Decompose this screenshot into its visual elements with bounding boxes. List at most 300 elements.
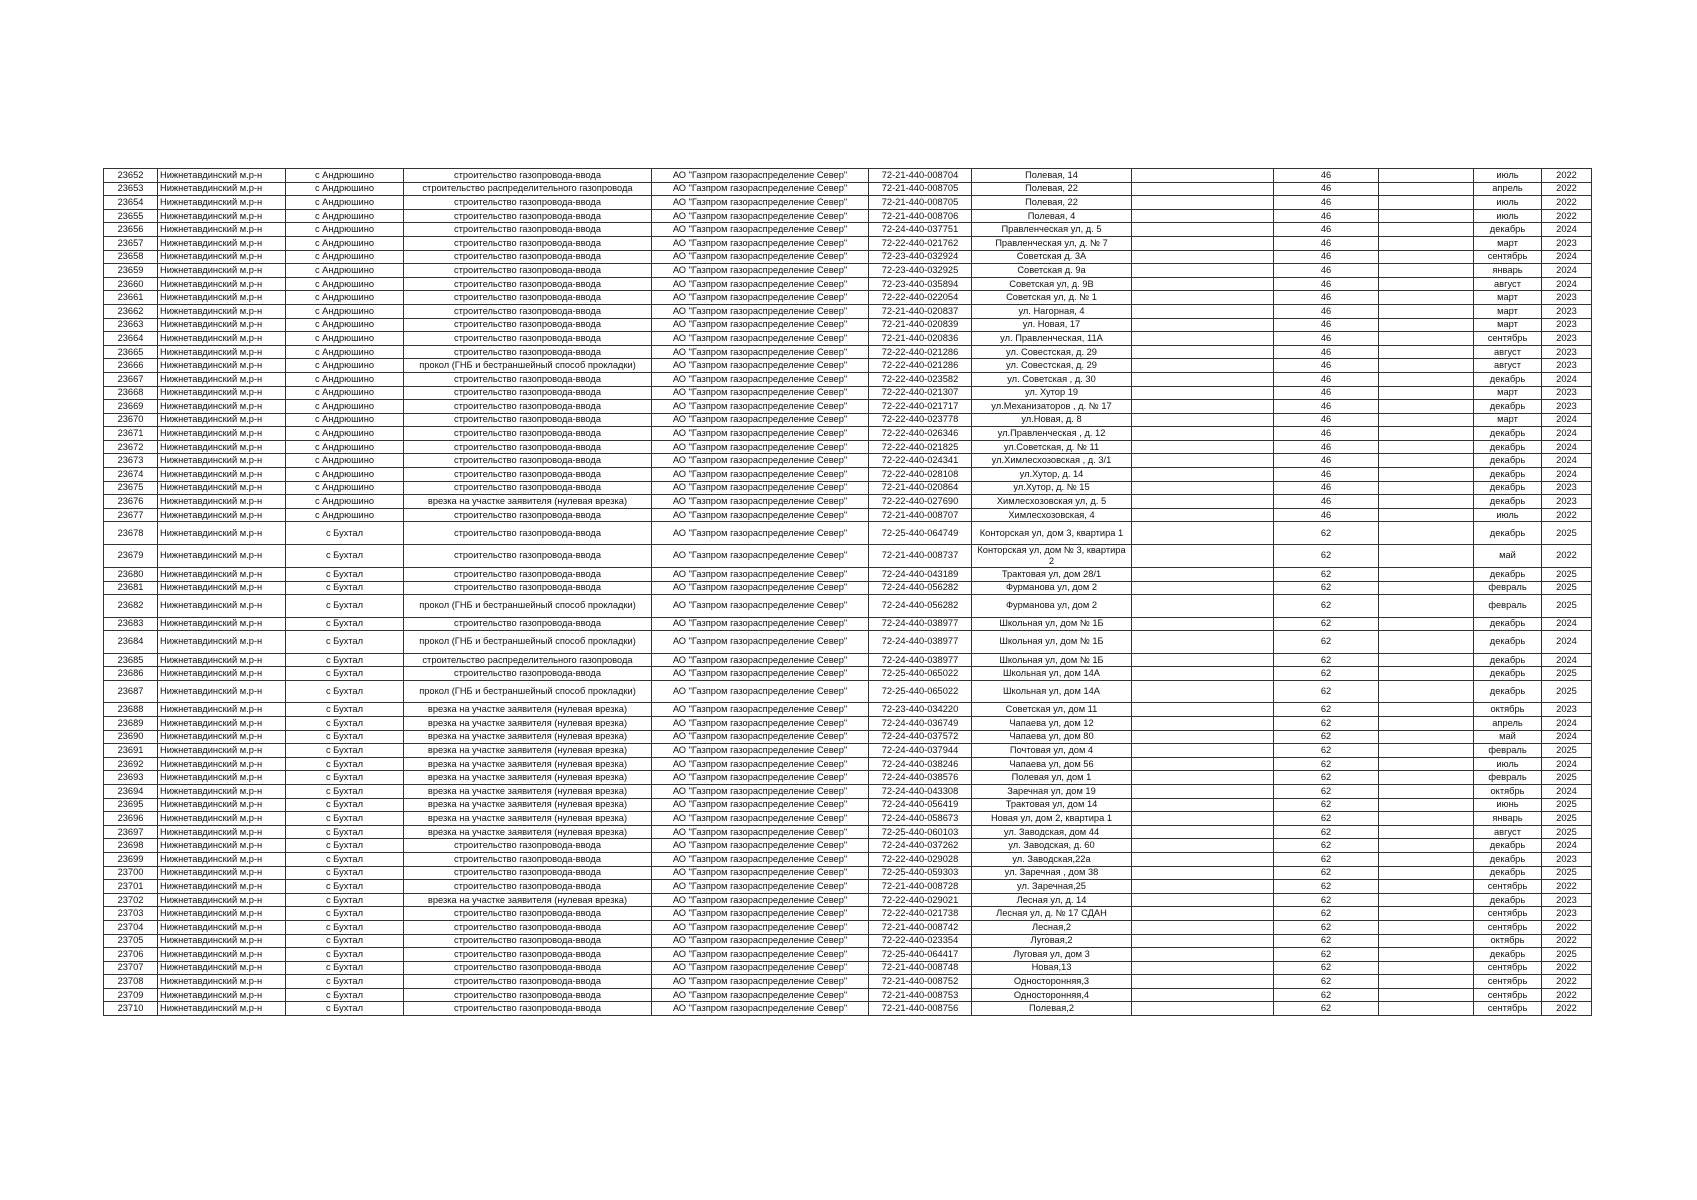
table-row: [104, 934, 1592, 948]
empty-column-cell: [1132, 277, 1274, 291]
empty-column-2-cell: [1379, 988, 1474, 1002]
settlement-cell: с Андрюшино: [286, 359, 404, 373]
table-row: [104, 866, 1592, 880]
settlement-cell: с Андрюшино: [286, 169, 404, 183]
empty-column-cell: [1132, 522, 1274, 545]
work-type-cell: прокол (ГНБ и бестраншейный способ прокладки): [404, 631, 652, 654]
organization-cell: АО "Газпром газораспределение Север": [652, 236, 869, 250]
value-cell: 62: [1274, 975, 1379, 989]
organization-cell: АО "Газпром газораспределение Север": [652, 880, 869, 894]
year-cell: 2022: [1542, 920, 1592, 934]
work-type-cell: строительство газопровода-ввода: [404, 454, 652, 468]
empty-column-2-cell: [1379, 730, 1474, 744]
empty-column-cell: [1132, 209, 1274, 223]
address-cell: ул. Заречная , дом 38: [972, 866, 1132, 880]
row-number-cell: 23706: [104, 948, 158, 962]
address-cell: Школьная ул, дом 14А: [972, 680, 1132, 703]
address-cell: Лесная ул, д. № 17 СДАН: [972, 907, 1132, 921]
table-row: [104, 975, 1592, 989]
value-cell: 46: [1274, 345, 1379, 359]
value-cell: 46: [1274, 209, 1379, 223]
empty-column-2-cell: [1379, 318, 1474, 332]
district-cell: Нижнетавдинский м.р-н: [158, 440, 286, 454]
value-cell: 46: [1274, 332, 1379, 346]
row-number-cell: 23697: [104, 825, 158, 839]
empty-column-2-cell: [1379, 961, 1474, 975]
work-type-cell: строительство газопровода-ввода: [404, 236, 652, 250]
value-cell: 62: [1274, 617, 1379, 631]
settlement-cell: с Андрюшино: [286, 454, 404, 468]
table-row: [104, 988, 1592, 1002]
district-cell: Нижнетавдинский м.р-н: [158, 264, 286, 278]
empty-column-2-cell: [1379, 250, 1474, 264]
work-type-cell: врезка на участке заявителя (нулевая врезка): [404, 798, 652, 812]
settlement-cell: с Бухтал: [286, 988, 404, 1002]
application-number-cell: 72-23-440-032924: [869, 250, 972, 264]
address-cell: Школьная ул, дом № 1Б: [972, 617, 1132, 631]
work-type-cell: строительство газопровода-ввода: [404, 277, 652, 291]
row-number-cell: 23704: [104, 920, 158, 934]
district-cell: Нижнетавдинский м.р-н: [158, 757, 286, 771]
empty-column-2-cell: [1379, 631, 1474, 654]
month-cell: январь: [1474, 264, 1542, 278]
work-type-cell: строительство газопровода-ввода: [404, 169, 652, 183]
settlement-cell: с Андрюшино: [286, 304, 404, 318]
settlement-cell: с Бухтал: [286, 771, 404, 785]
empty-column-cell: [1132, 581, 1274, 595]
month-cell: декабрь: [1474, 223, 1542, 237]
district-cell: Нижнетавдинский м.р-н: [158, 975, 286, 989]
empty-column-cell: [1132, 400, 1274, 414]
empty-column-2-cell: [1379, 784, 1474, 798]
month-cell: декабрь: [1474, 680, 1542, 703]
empty-column-cell: [1132, 893, 1274, 907]
table-row: [104, 595, 1592, 618]
table-row: [104, 277, 1592, 291]
row-number-cell: 23708: [104, 975, 158, 989]
row-number-cell: 23681: [104, 581, 158, 595]
address-cell: Полевая ул, дом 1: [972, 771, 1132, 785]
empty-column-cell: [1132, 812, 1274, 826]
value-cell: 46: [1274, 236, 1379, 250]
settlement-cell: с Андрюшино: [286, 413, 404, 427]
district-cell: Нижнетавдинский м.р-н: [158, 866, 286, 880]
settlement-cell: с Андрюшино: [286, 427, 404, 441]
month-cell: декабрь: [1474, 893, 1542, 907]
organization-cell: АО "Газпром газораспределение Север": [652, 1002, 869, 1016]
value-cell: 46: [1274, 277, 1379, 291]
year-cell: 2024: [1542, 717, 1592, 731]
year-cell: 2025: [1542, 812, 1592, 826]
row-number-cell: 23686: [104, 667, 158, 681]
empty-column-cell: [1132, 250, 1274, 264]
address-cell: Конторская ул, дом 3, квартира 1: [972, 522, 1132, 545]
month-cell: июль: [1474, 757, 1542, 771]
work-type-cell: строительство газопровода-ввода: [404, 907, 652, 921]
empty-column-cell: [1132, 196, 1274, 210]
work-type-cell: строительство газопровода-ввода: [404, 975, 652, 989]
work-type-cell: прокол (ГНБ и бестраншейный способ прокладки): [404, 595, 652, 618]
work-type-cell: строительство газопровода-ввода: [404, 581, 652, 595]
work-type-cell: строительство распределительного газопровода: [404, 653, 652, 667]
year-cell: 2022: [1542, 1002, 1592, 1016]
table-row: [104, 508, 1592, 522]
empty-column-cell: [1132, 680, 1274, 703]
table-row: [104, 318, 1592, 332]
value-cell: 46: [1274, 413, 1379, 427]
settlement-cell: с Бухтал: [286, 595, 404, 618]
empty-column-2-cell: [1379, 544, 1474, 567]
table-row: [104, 454, 1592, 468]
table-row: [104, 386, 1592, 400]
address-cell: ул.Правленческая , д. 12: [972, 427, 1132, 441]
empty-column-cell: [1132, 454, 1274, 468]
year-cell: 2025: [1542, 667, 1592, 681]
value-cell: 46: [1274, 250, 1379, 264]
application-number-cell: 72-25-440-060103: [869, 825, 972, 839]
district-cell: Нижнетавдинский м.р-н: [158, 880, 286, 894]
month-cell: август: [1474, 345, 1542, 359]
empty-column-cell: [1132, 852, 1274, 866]
district-cell: Нижнетавдинский м.р-н: [158, 386, 286, 400]
table-row: [104, 567, 1592, 581]
empty-column-2-cell: [1379, 1002, 1474, 1016]
application-number-cell: 72-21-440-008753: [869, 988, 972, 1002]
empty-column-2-cell: [1379, 717, 1474, 731]
year-cell: 2025: [1542, 744, 1592, 758]
month-cell: сентябрь: [1474, 332, 1542, 346]
organization-cell: АО "Газпром газораспределение Север": [652, 427, 869, 441]
empty-column-2-cell: [1379, 667, 1474, 681]
address-cell: Новая ул, дом 2, квартира 1: [972, 812, 1132, 826]
settlement-cell: с Бухтал: [286, 839, 404, 853]
month-cell: сентябрь: [1474, 975, 1542, 989]
district-cell: Нижнетавдинский м.р-н: [158, 481, 286, 495]
month-cell: март: [1474, 318, 1542, 332]
district-cell: Нижнетавдинский м.р-н: [158, 304, 286, 318]
settlement-cell: с Андрюшино: [286, 372, 404, 386]
table-row: [104, 893, 1592, 907]
organization-cell: АО "Газпром газораспределение Север": [652, 744, 869, 758]
year-cell: 2022: [1542, 961, 1592, 975]
row-number-cell: 23700: [104, 866, 158, 880]
row-number-cell: 23699: [104, 852, 158, 866]
empty-column-cell: [1132, 653, 1274, 667]
organization-cell: АО "Газпром газораспределение Север": [652, 209, 869, 223]
row-number-cell: 23679: [104, 544, 158, 567]
district-cell: Нижнетавдинский м.р-н: [158, 771, 286, 785]
empty-column-2-cell: [1379, 948, 1474, 962]
month-cell: декабрь: [1474, 481, 1542, 495]
application-number-cell: 72-24-440-038576: [869, 771, 972, 785]
organization-cell: АО "Газпром газораспределение Север": [652, 771, 869, 785]
work-type-cell: врезка на участке заявителя (нулевая врезка): [404, 703, 652, 717]
value-cell: 62: [1274, 631, 1379, 654]
district-cell: Нижнетавдинский м.р-н: [158, 907, 286, 921]
empty-column-2-cell: [1379, 468, 1474, 482]
settlement-cell: с Бухтал: [286, 757, 404, 771]
empty-column-2-cell: [1379, 975, 1474, 989]
organization-cell: АО "Газпром газораспределение Север": [652, 567, 869, 581]
year-cell: 2025: [1542, 581, 1592, 595]
month-cell: декабрь: [1474, 495, 1542, 509]
district-cell: Нижнетавдинский м.р-н: [158, 223, 286, 237]
table-row: [104, 522, 1592, 545]
district-cell: Нижнетавдинский м.р-н: [158, 169, 286, 183]
district-cell: Нижнетавдинский м.р-н: [158, 291, 286, 305]
district-cell: Нижнетавдинский м.р-н: [158, 250, 286, 264]
value-cell: 46: [1274, 495, 1379, 509]
row-number-cell: 23656: [104, 223, 158, 237]
application-number-cell: 72-22-440-026346: [869, 427, 972, 441]
month-cell: сентябрь: [1474, 961, 1542, 975]
application-number-cell: 72-22-440-021286: [869, 345, 972, 359]
row-number-cell: 23694: [104, 784, 158, 798]
district-cell: Нижнетавдинский м.р-н: [158, 345, 286, 359]
work-type-cell: строительство газопровода-ввода: [404, 866, 652, 880]
year-cell: 2023: [1542, 332, 1592, 346]
address-cell: ул.Химлесхозовская , д. 3/1: [972, 454, 1132, 468]
district-cell: Нижнетавдинский м.р-н: [158, 236, 286, 250]
row-number-cell: 23687: [104, 680, 158, 703]
row-number-cell: 23677: [104, 508, 158, 522]
address-cell: Новая,13: [972, 961, 1132, 975]
value-cell: 62: [1274, 544, 1379, 567]
application-number-cell: 72-24-440-036749: [869, 717, 972, 731]
work-type-cell: строительство газопровода-ввода: [404, 400, 652, 414]
row-number-cell: 23689: [104, 717, 158, 731]
empty-column-cell: [1132, 169, 1274, 183]
organization-cell: АО "Газпром газораспределение Север": [652, 757, 869, 771]
gas-connection-table: [103, 168, 1592, 1016]
application-number-cell: 72-24-440-056419: [869, 798, 972, 812]
work-type-cell: строительство газопровода-ввода: [404, 508, 652, 522]
settlement-cell: с Андрюшино: [286, 508, 404, 522]
application-number-cell: 72-21-440-020837: [869, 304, 972, 318]
address-cell: Фурманова ул, дом 2: [972, 581, 1132, 595]
year-cell: 2022: [1542, 196, 1592, 210]
value-cell: 62: [1274, 581, 1379, 595]
application-number-cell: 72-22-440-021825: [869, 440, 972, 454]
year-cell: 2023: [1542, 481, 1592, 495]
value-cell: 62: [1274, 717, 1379, 731]
month-cell: август: [1474, 825, 1542, 839]
year-cell: 2022: [1542, 988, 1592, 1002]
empty-column-2-cell: [1379, 169, 1474, 183]
empty-column-2-cell: [1379, 798, 1474, 812]
table-row: [104, 812, 1592, 826]
organization-cell: АО "Газпром газораспределение Север": [652, 291, 869, 305]
work-type-cell: строительство газопровода-ввода: [404, 318, 652, 332]
district-cell: Нижнетавдинский м.р-н: [158, 852, 286, 866]
empty-column-2-cell: [1379, 920, 1474, 934]
month-cell: май: [1474, 544, 1542, 567]
empty-column-2-cell: [1379, 291, 1474, 305]
settlement-cell: с Бухтал: [286, 1002, 404, 1016]
settlement-cell: с Андрюшино: [286, 332, 404, 346]
application-number-cell: 72-21-440-008728: [869, 880, 972, 894]
empty-column-cell: [1132, 730, 1274, 744]
empty-column-cell: [1132, 744, 1274, 758]
settlement-cell: с Бухтал: [286, 653, 404, 667]
organization-cell: АО "Газпром газораспределение Север": [652, 975, 869, 989]
settlement-cell: с Андрюшино: [286, 386, 404, 400]
organization-cell: АО "Газпром газораспределение Север": [652, 617, 869, 631]
application-number-cell: 72-23-440-032925: [869, 264, 972, 278]
year-cell: 2023: [1542, 345, 1592, 359]
work-type-cell: строительство газопровода-ввода: [404, 948, 652, 962]
settlement-cell: с Бухтал: [286, 866, 404, 880]
year-cell: 2024: [1542, 784, 1592, 798]
address-cell: Трактовая ул, дом 28/1: [972, 567, 1132, 581]
address-cell: ул. Совестская, д. 29: [972, 359, 1132, 373]
year-cell: 2024: [1542, 653, 1592, 667]
year-cell: 2024: [1542, 413, 1592, 427]
district-cell: Нижнетавдинский м.р-н: [158, 196, 286, 210]
value-cell: 46: [1274, 318, 1379, 332]
empty-column-cell: [1132, 291, 1274, 305]
application-number-cell: 72-22-440-023582: [869, 372, 972, 386]
value-cell: 62: [1274, 595, 1379, 618]
empty-column-cell: [1132, 182, 1274, 196]
district-cell: Нижнетавдинский м.р-н: [158, 468, 286, 482]
value-cell: 62: [1274, 934, 1379, 948]
settlement-cell: с Андрюшино: [286, 182, 404, 196]
organization-cell: АО "Газпром газораспределение Север": [652, 169, 869, 183]
settlement-cell: с Бухтал: [286, 825, 404, 839]
value-cell: 62: [1274, 812, 1379, 826]
address-cell: ул.Хутор, д. № 15: [972, 481, 1132, 495]
month-cell: декабрь: [1474, 667, 1542, 681]
address-cell: Чапаева ул, дом 56: [972, 757, 1132, 771]
table-row: [104, 413, 1592, 427]
empty-column-cell: [1132, 920, 1274, 934]
application-number-cell: 72-21-440-008705: [869, 182, 972, 196]
empty-column-cell: [1132, 975, 1274, 989]
work-type-cell: врезка на участке заявителя (нулевая врезка): [404, 744, 652, 758]
month-cell: февраль: [1474, 595, 1542, 618]
settlement-cell: с Бухтал: [286, 567, 404, 581]
table-row: [104, 948, 1592, 962]
empty-column-cell: [1132, 988, 1274, 1002]
value-cell: 46: [1274, 468, 1379, 482]
year-cell: 2024: [1542, 730, 1592, 744]
year-cell: 2025: [1542, 595, 1592, 618]
empty-column-cell: [1132, 784, 1274, 798]
value-cell: 46: [1274, 454, 1379, 468]
application-number-cell: 72-24-440-056282: [869, 595, 972, 618]
application-number-cell: 72-24-440-038246: [869, 757, 972, 771]
data-sheet: [103, 168, 1591, 1016]
table-row: [104, 481, 1592, 495]
work-type-cell: прокол (ГНБ и бестраншейный способ прокладки): [404, 359, 652, 373]
application-number-cell: 72-25-440-064749: [869, 522, 972, 545]
organization-cell: АО "Газпром газораспределение Север": [652, 653, 869, 667]
organization-cell: АО "Газпром газораспределение Север": [652, 359, 869, 373]
organization-cell: АО "Газпром газораспределение Север": [652, 468, 869, 482]
organization-cell: АО "Газпром газораспределение Север": [652, 595, 869, 618]
address-cell: Полевая,2: [972, 1002, 1132, 1016]
district-cell: Нижнетавдинский м.р-н: [158, 318, 286, 332]
table-row: [104, 680, 1592, 703]
value-cell: 46: [1274, 386, 1379, 400]
address-cell: Чапаева ул, дом 80: [972, 730, 1132, 744]
organization-cell: АО "Газпром газораспределение Север": [652, 839, 869, 853]
empty-column-2-cell: [1379, 236, 1474, 250]
organization-cell: АО "Газпром газораспределение Север": [652, 250, 869, 264]
application-number-cell: 72-25-440-065022: [869, 667, 972, 681]
empty-column-cell: [1132, 495, 1274, 509]
row-number-cell: 23670: [104, 413, 158, 427]
month-cell: декабрь: [1474, 372, 1542, 386]
empty-column-cell: [1132, 386, 1274, 400]
work-type-cell: строительство газопровода-ввода: [404, 196, 652, 210]
month-cell: февраль: [1474, 744, 1542, 758]
empty-column-cell: [1132, 223, 1274, 237]
application-number-cell: 72-24-440-056282: [869, 581, 972, 595]
application-number-cell: 72-22-440-023354: [869, 934, 972, 948]
empty-column-cell: [1132, 372, 1274, 386]
month-cell: июль: [1474, 508, 1542, 522]
district-cell: Нижнетавдинский м.р-н: [158, 653, 286, 667]
empty-column-cell: [1132, 757, 1274, 771]
organization-cell: АО "Газпром газораспределение Север": [652, 223, 869, 237]
application-number-cell: 72-24-440-058673: [869, 812, 972, 826]
value-cell: 46: [1274, 304, 1379, 318]
row-number-cell: 23680: [104, 567, 158, 581]
empty-column-2-cell: [1379, 454, 1474, 468]
table-row: [104, 920, 1592, 934]
application-number-cell: 72-24-440-038977: [869, 653, 972, 667]
application-number-cell: 72-21-440-008704: [869, 169, 972, 183]
application-number-cell: 72-24-440-037572: [869, 730, 972, 744]
month-cell: март: [1474, 236, 1542, 250]
address-cell: ул.Хутор, д. 14: [972, 468, 1132, 482]
district-cell: Нижнетавдинский м.р-н: [158, 825, 286, 839]
organization-cell: АО "Газпром газораспределение Север": [652, 907, 869, 921]
table-row: [104, 907, 1592, 921]
empty-column-cell: [1132, 948, 1274, 962]
application-number-cell: 72-24-440-037751: [869, 223, 972, 237]
settlement-cell: с Андрюшино: [286, 277, 404, 291]
table-row: [104, 169, 1592, 183]
table-row: [104, 798, 1592, 812]
district-cell: Нижнетавдинский м.р-н: [158, 617, 286, 631]
address-cell: ул. Советская , д. 30: [972, 372, 1132, 386]
year-cell: 2023: [1542, 318, 1592, 332]
value-cell: 62: [1274, 744, 1379, 758]
row-number-cell: 23691: [104, 744, 158, 758]
table-row: [104, 264, 1592, 278]
empty-column-2-cell: [1379, 771, 1474, 785]
address-cell: Лесная ул, д. 14: [972, 893, 1132, 907]
row-number-cell: 23659: [104, 264, 158, 278]
table-row: [104, 223, 1592, 237]
table-row: [104, 427, 1592, 441]
value-cell: 62: [1274, 667, 1379, 681]
organization-cell: АО "Газпром газораспределение Север": [652, 934, 869, 948]
year-cell: 2022: [1542, 209, 1592, 223]
settlement-cell: с Андрюшино: [286, 264, 404, 278]
empty-column-2-cell: [1379, 223, 1474, 237]
empty-column-2-cell: [1379, 508, 1474, 522]
empty-column-2-cell: [1379, 481, 1474, 495]
table-row: [104, 196, 1592, 210]
value-cell: 62: [1274, 730, 1379, 744]
work-type-cell: строительство газопровода-ввода: [404, 920, 652, 934]
table-row: [104, 304, 1592, 318]
year-cell: 2025: [1542, 798, 1592, 812]
